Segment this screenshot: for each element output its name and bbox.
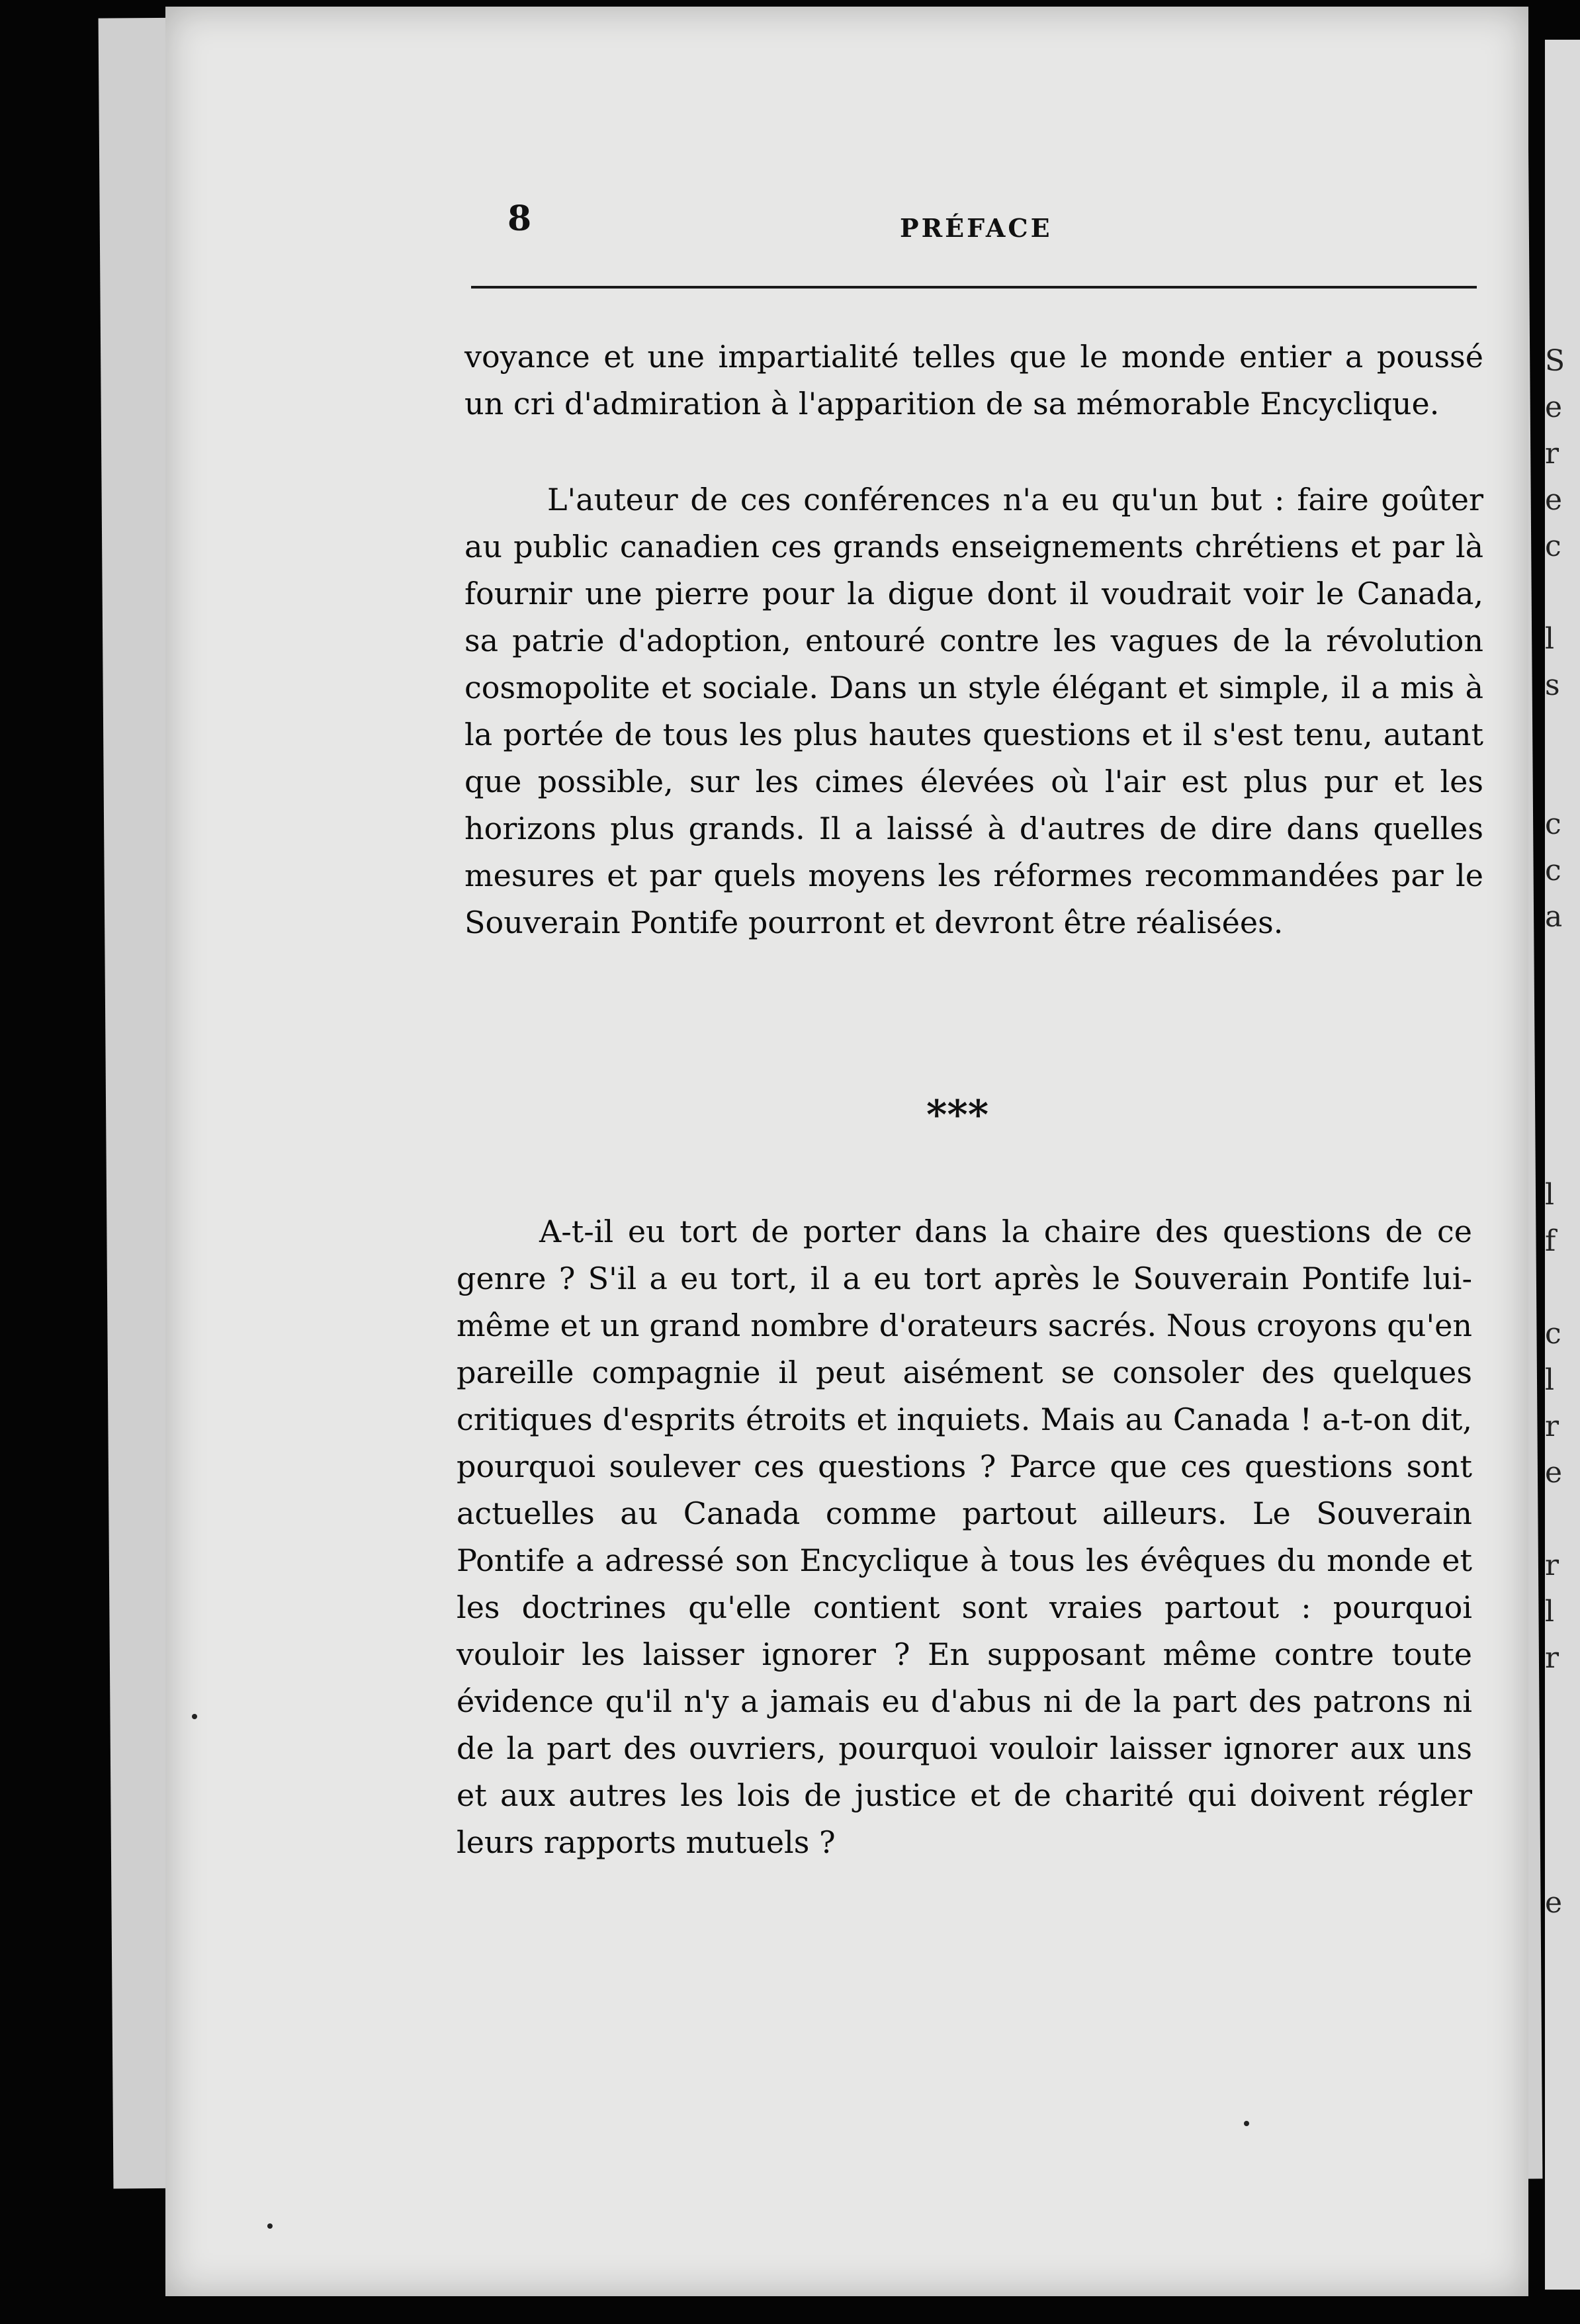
paragraph-defense: A-t-il eu tort de porter dans la chaire des questions de ce genre ? S'il a eu tort, il a eu tort après le Souverain Pontife lui-même et un grand nombre d'orateurs sacrés. Nous croyons qu'en pareille compagnie il peut aisément se consoler des quelques critiques d'esprits étroits et inquiets. Mais au Canada ! a-t-on dit, pourquoi soulever ces questions ? Parce que ces questions sont actuelles au Canada comme partout ailleurs. Le Souverain Pontife a adressé son Encyclique à tous les évêques du monde et les doctrines qu'elle contient sont vraies partout : pourquoi vouloir les laisser ignorer ? En supposant même contre toute évidence qu'il n'y a jamais eu d'abus ni de la part des patrons ni de la part des ouvriers, pourquoi vouloir laisser ignorer aux uns et aux autres les lois de justice et de charité qui doivent régler leurs rapports mutuels ? — [457, 1214, 1472, 1860]
facing-fragment: S — [1545, 344, 1565, 378]
page-number: 8 — [507, 199, 532, 239]
facing-fragment: r — [1545, 437, 1559, 470]
facing-fragment: e — [1545, 1456, 1563, 1490]
facing-fragment: c — [1545, 529, 1561, 563]
asterism-ornament: *** — [926, 1092, 989, 1138]
facing-fragment: r — [1545, 1409, 1559, 1443]
facing-fragment: r — [1545, 1548, 1559, 1582]
facing-fragment: c — [1545, 854, 1561, 887]
facing-fragment: e — [1545, 483, 1563, 517]
scan-speck — [192, 1714, 197, 1719]
facing-fragment: s — [1545, 668, 1560, 702]
facing-fragment: l — [1545, 1595, 1555, 1629]
facing-fragment: c — [1545, 1317, 1561, 1351]
paragraph-author-purpose: L'auteur de ces conférences n'a eu qu'un but : faire goûter au public canadien ces grands enseignements chrétiens et par là fournir une pierre pour la digue dont il voudrait voir le Canada, sa patrie d'adoption, entouré contre les vagues de la révolution cosmopolite et sociale. Dans un style élégant et simple, il a mis à la portée de tous les plus hautes questions et il s'est tenu, autant que possible, sur les cimes élevées où l'air est plus pur et les horizons plus grands. Il a laissé à d'autres de dire dans quelles mesures et par quels moyens les réformes recommandées par le Souverain Pontife pourront et devront être réalisées. — [464, 482, 1483, 940]
facing-fragment: l — [1545, 622, 1555, 656]
facing-fragment: e — [1545, 390, 1563, 424]
scan-speck — [1244, 2121, 1249, 2126]
paragraph-continuation: voyance et une impartialité telles que le monde entier a poussé un cri d'admiration à l'apparition de sa mémorable Encyclique. — [464, 339, 1483, 422]
facing-fragment: r — [1545, 1641, 1559, 1675]
facing-fragment: l — [1545, 1178, 1555, 1212]
facing-page-edge — [1545, 40, 1580, 2290]
facing-fragment: f — [1545, 1224, 1556, 1258]
scan-speck — [267, 2223, 273, 2229]
header-rule — [471, 286, 1477, 289]
facing-fragment: a — [1545, 900, 1563, 934]
facing-fragment: l — [1545, 1363, 1555, 1397]
facing-fragment: c — [1545, 807, 1561, 841]
facing-fragment: e — [1545, 1886, 1563, 1920]
running-head: PRÉFACE — [900, 213, 1053, 243]
